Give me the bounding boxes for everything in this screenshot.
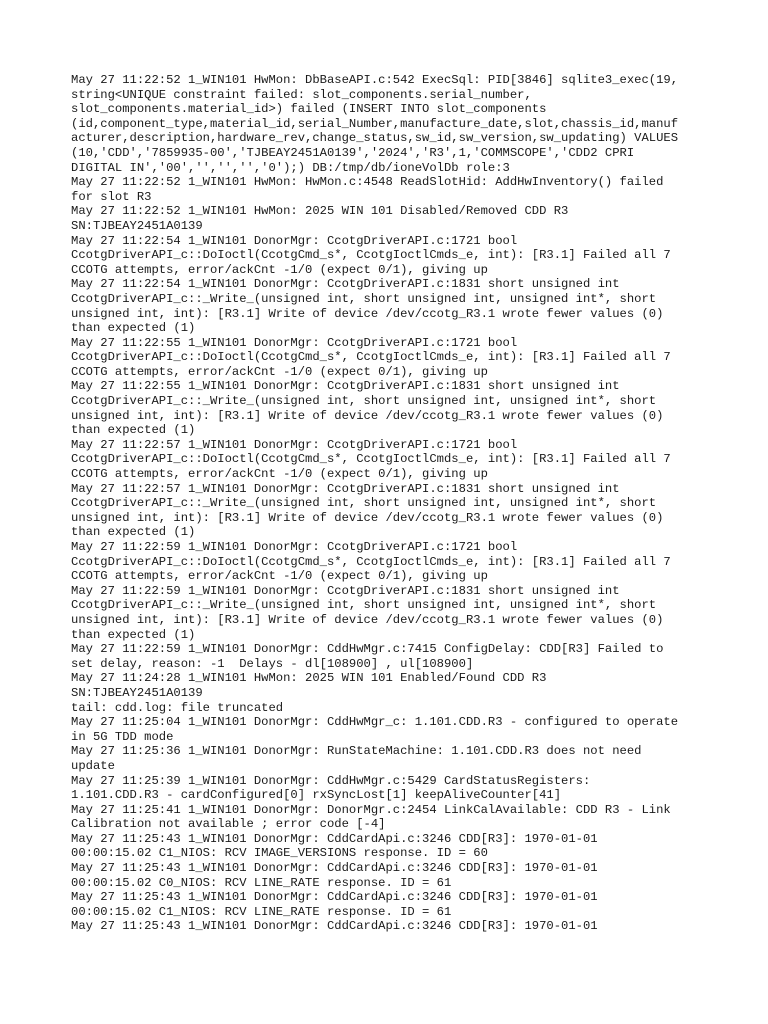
- log-line: CcotgDriverAPI_c::DoIoctl(CcotgCmd_s*, CcotgIoctlCmds_e, int): [R3.1] Failed all 7: [71, 452, 671, 467]
- log-line: CcotgDriverAPI_c::_Write_(unsigned int, short unsigned int, unsigned int*, short: [71, 598, 657, 613]
- log-line: CcotgDriverAPI_c::_Write_(unsigned int, short unsigned int, unsigned int*, short: [71, 394, 657, 409]
- log-line: 1.101.CDD.R3 - cardConfigured[0] rxSyncLost[1] keepAliveCounter[41]: [71, 788, 562, 803]
- log-line: than expected (1): [71, 423, 196, 438]
- log-line: unsigned int, int): [R3.1] Write of device /dev/ccotg_R3.1 wrote fewer values (0): [71, 306, 664, 321]
- log-line: set delay, reason: -1 Delays - dl[108900] , ul[108900]: [71, 656, 474, 671]
- log-line: May 27 11:22:57 1_WIN101 DonorMgr: CcotgDriverAPI.c:1831 short unsigned int: [71, 481, 620, 496]
- log-line: CCOTG attempts, error/ackCnt -1/0 (expect 0/1), giving up: [71, 569, 488, 584]
- log-line: May 27 11:22:52 1_WIN101 HwMon: HwMon.c:4548 ReadSlotHid: AddHwInventory() failed: [71, 175, 664, 190]
- log-line: CcotgDriverAPI_c::DoIoctl(CcotgCmd_s*, CcotgIoctlCmds_e, int): [R3.1] Failed all 7: [71, 350, 671, 365]
- log-line: May 27 11:25:43 1_WIN101 DonorMgr: CddCardApi.c:3246 CDD[R3]: 1970-01-01: [71, 831, 598, 846]
- log-line: for slot R3: [71, 189, 152, 204]
- log-line: CCOTG attempts, error/ackCnt -1/0 (expect 0/1), giving up: [71, 262, 488, 277]
- log-line: May 27 11:22:57 1_WIN101 DonorMgr: CcotgDriverAPI.c:1721 bool: [71, 437, 518, 452]
- log-line: May 27 11:25:43 1_WIN101 DonorMgr: CddCardApi.c:3246 CDD[R3]: 1970-01-01: [71, 919, 598, 934]
- log-line: acturer,description,hardware_rev,change_status,sw_id,sw_version,sw_updating) VALUES: [71, 131, 679, 146]
- log-line: May 27 11:24:28 1_WIN101 HwMon: 2025 WIN 101 Enabled/Found CDD R3: [71, 671, 547, 686]
- log-line: than expected (1): [71, 321, 196, 336]
- log-line: in 5G TDD mode: [71, 729, 174, 744]
- log-line: 00:00:15.02 C0_NIOS: RCV LINE_RATE response. ID = 61: [71, 875, 452, 890]
- log-line: May 27 11:22:54 1_WIN101 DonorMgr: CcotgDriverAPI.c:1831 short unsigned int: [71, 277, 620, 292]
- log-line: CcotgDriverAPI_c::_Write_(unsigned int, short unsigned int, unsigned int*, short: [71, 496, 657, 511]
- log-line: May 27 11:22:55 1_WIN101 DonorMgr: CcotgDriverAPI.c:1721 bool: [71, 335, 518, 350]
- log-line: SN:TJBEAY2451A0139: [71, 218, 203, 233]
- log-line: 00:00:15.02 C1_NIOS: RCV IMAGE_VERSIONS response. ID = 60: [71, 846, 488, 861]
- log-line: CCOTG attempts, error/ackCnt -1/0 (expect 0/1), giving up: [71, 467, 488, 482]
- log-line: May 27 11:25:04 1_WIN101 DonorMgr: CddHwMgr_c: 1.101.CDD.R3 - configured to operate: [71, 715, 679, 730]
- log-line: May 27 11:22:59 1_WIN101 DonorMgr: CcotgDriverAPI.c:1831 short unsigned int: [71, 583, 620, 598]
- log-line: than expected (1): [71, 627, 196, 642]
- log-line: (10,'CDD','7859935-00','TJBEAY2451A0139','2024','R3',1,'COMMSCOPE','CDD2 CPRI: [71, 145, 635, 160]
- log-line: May 27 11:25:41 1_WIN101 DonorMgr: DonorMgr.c:2454 LinkCalAvailable: CDD R3 - Link: [71, 802, 671, 817]
- log-line: than expected (1): [71, 525, 196, 540]
- log-line: Calibration not available ; error code [-4]: [71, 817, 386, 832]
- log-line: unsigned int, int): [R3.1] Write of device /dev/ccotg_R3.1 wrote fewer values (0): [71, 612, 664, 627]
- log-line: May 27 11:22:59 1_WIN101 DonorMgr: CddHwMgr.c:7415 ConfigDelay: CDD[R3] Failed to: [71, 642, 664, 657]
- log-line: May 27 11:25:39 1_WIN101 DonorMgr: CddHwMgr.c:5429 CardStatusRegisters:: [71, 773, 591, 788]
- log-line: update: [71, 758, 115, 773]
- log-line: string<UNIQUE constraint failed: slot_components.serial_number,: [71, 87, 532, 102]
- log-line: May 27 11:22:59 1_WIN101 DonorMgr: CcotgDriverAPI.c:1721 bool: [71, 540, 518, 554]
- log-line: CcotgDriverAPI_c::DoIoctl(CcotgCmd_s*, CcotgIoctlCmds_e, int): [R3.1] Failed all 7: [71, 554, 671, 569]
- log-line: May 27 11:25:43 1_WIN101 DonorMgr: CddCardApi.c:3246 CDD[R3]: 1970-01-01: [71, 861, 598, 876]
- log-line: unsigned int, int): [R3.1] Write of device /dev/ccotg_R3.1 wrote fewer values (0): [71, 408, 664, 423]
- log-line: SN:TJBEAY2451A0139: [71, 685, 203, 700]
- log-line: tail: cdd.log: file truncated: [71, 700, 284, 715]
- log-line: May 27 11:22:55 1_WIN101 DonorMgr: CcotgDriverAPI.c:1831 short unsigned int: [71, 379, 620, 394]
- log-line: unsigned int, int): [R3.1] Write of device /dev/ccotg_R3.1 wrote fewer values (0): [71, 510, 664, 525]
- log-line: CCOTG attempts, error/ackCnt -1/0 (expect 0/1), giving up: [71, 364, 488, 379]
- log-line: May 27 11:22:54 1_WIN101 DonorMgr: CcotgDriverAPI.c:1721 bool: [71, 233, 518, 248]
- log-line: slot_components.material_id>) failed (INSERT INTO slot_components: [71, 102, 547, 117]
- log-line: May 27 11:22:52 1_WIN101 HwMon: 2025 WIN 101 Disabled/Removed CDD R3: [71, 204, 569, 219]
- log-line: May 27 11:25:36 1_WIN101 DonorMgr: RunStateMachine: 1.101.CDD.R3 does not need: [71, 744, 642, 759]
- log-text-body: [71, 73, 711, 934]
- log-line: 00:00:15.02 C1_NIOS: RCV LINE_RATE response. ID = 61: [71, 904, 452, 919]
- log-line: DIGITAL IN','00','','','','0');) DB:/tmp/db/ioneVolDb role:3: [71, 160, 510, 175]
- log-line: CcotgDriverAPI_c::_Write_(unsigned int, short unsigned int, unsigned int*, short: [71, 291, 657, 306]
- log-line: CcotgDriverAPI_c::DoIoctl(CcotgCmd_s*, CcotgIoctlCmds_e, int): [R3.1] Failed all 7: [71, 248, 671, 263]
- log-line: (id,component_type,material_id,serial_Number,manufacture_date,slot,chassis_id,manuf: [71, 116, 679, 131]
- log-line: May 27 11:22:52 1_WIN101 HwMon: DbBaseAPI.c:542 ExecSql: PID[3846] sqlite3_exec(19,: [71, 73, 679, 87]
- log-line: May 27 11:25:43 1_WIN101 DonorMgr: CddCardApi.c:3246 CDD[R3]: 1970-01-01: [71, 890, 598, 905]
